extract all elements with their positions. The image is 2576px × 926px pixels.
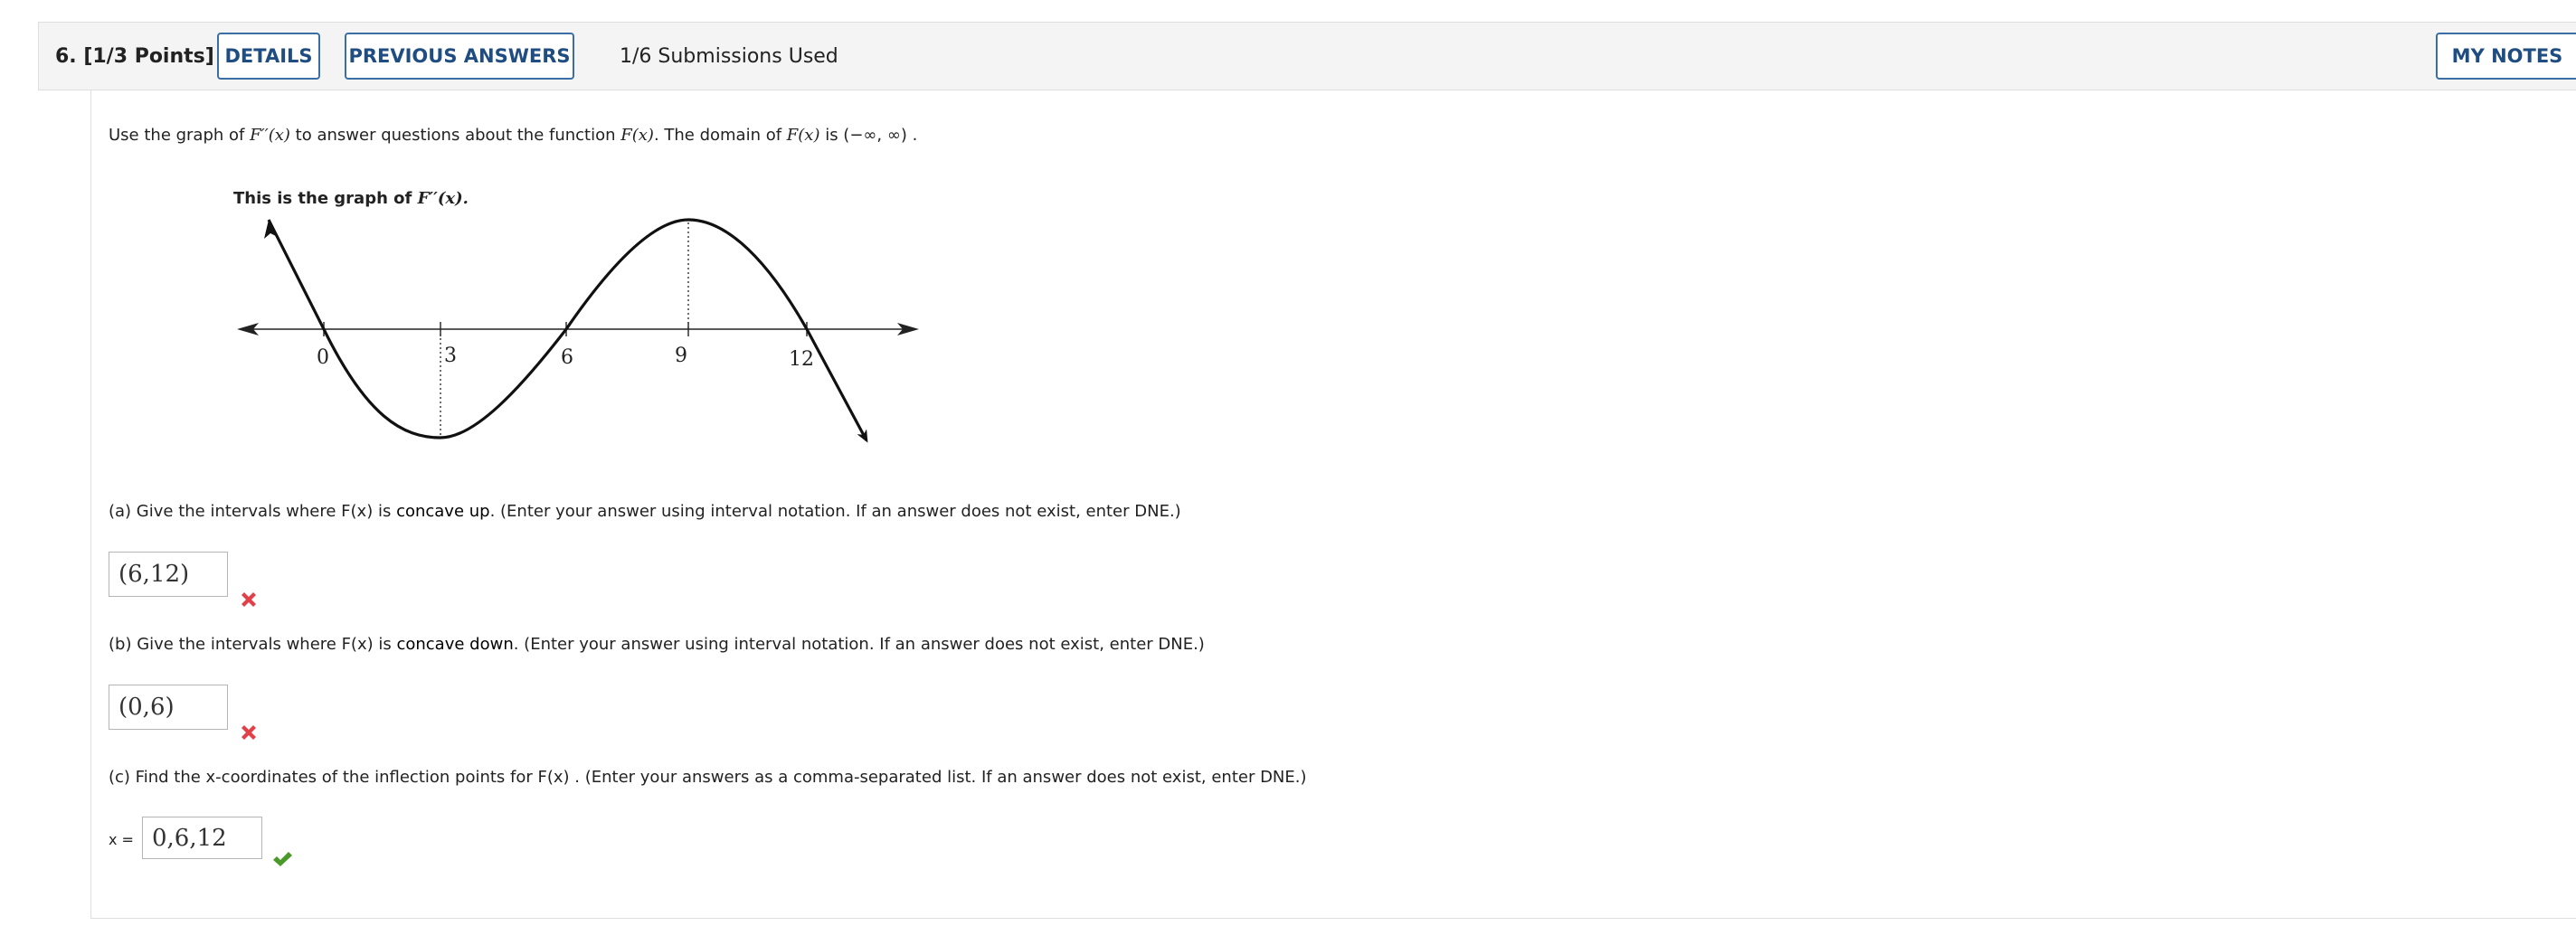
f-double-prime-curve bbox=[269, 220, 867, 440]
part-b-prompt: (b) Give the intervals where F(x) is concave down. (Enter your answer using interval notation. If an answer does not exist, enter DNE.) bbox=[109, 635, 1205, 654]
tick-label-0: 0 bbox=[317, 346, 329, 369]
part-c-answer-input[interactable]: 0,6,12 bbox=[142, 817, 262, 859]
tick-label-9: 9 bbox=[675, 345, 687, 367]
incorrect-x-icon bbox=[238, 722, 260, 743]
my-notes-button[interactable]: MY NOTES bbox=[2436, 33, 2576, 80]
part-b-answer-input[interactable]: (0,6) bbox=[109, 685, 228, 730]
part-c-prompt: (c) Find the x-coordinates of the inflection points for F(x) . (Enter your answers as a comma-separated list. If an answer does not exist, enter DNE.) bbox=[109, 768, 1307, 787]
graph-caption: This is the graph of F′′(x). bbox=[233, 189, 469, 208]
tick-label-12: 12 bbox=[789, 348, 814, 371]
incorrect-x-icon bbox=[238, 589, 260, 610]
part-a-prompt: (a) Give the intervals where F(x) is concave up. (Enter your answer using interval notation. If an answer does not exist, enter DNE.) bbox=[109, 502, 1181, 521]
details-button[interactable]: DETAILS bbox=[217, 33, 320, 80]
part-a-answer-input[interactable]: (6,12) bbox=[109, 552, 228, 597]
part-c-answer-label: x = bbox=[109, 831, 134, 848]
previous-answers-button[interactable]: PREVIOUS ANSWERS bbox=[345, 33, 574, 80]
correct-check-icon bbox=[271, 850, 293, 868]
tick-label-6: 6 bbox=[561, 346, 573, 369]
tick-label-3: 3 bbox=[444, 345, 457, 367]
question-header bbox=[38, 22, 2576, 90]
question-number: 6. [1/3 Points] bbox=[55, 45, 214, 68]
question-intro: Use the graph of F′′(x) to answer questions about the function F(x). The domain of F(x) is (−∞, ∞) . bbox=[109, 126, 918, 145]
f-double-prime-graph bbox=[226, 208, 932, 452]
submissions-used: 1/6 Submissions Used bbox=[620, 45, 838, 68]
